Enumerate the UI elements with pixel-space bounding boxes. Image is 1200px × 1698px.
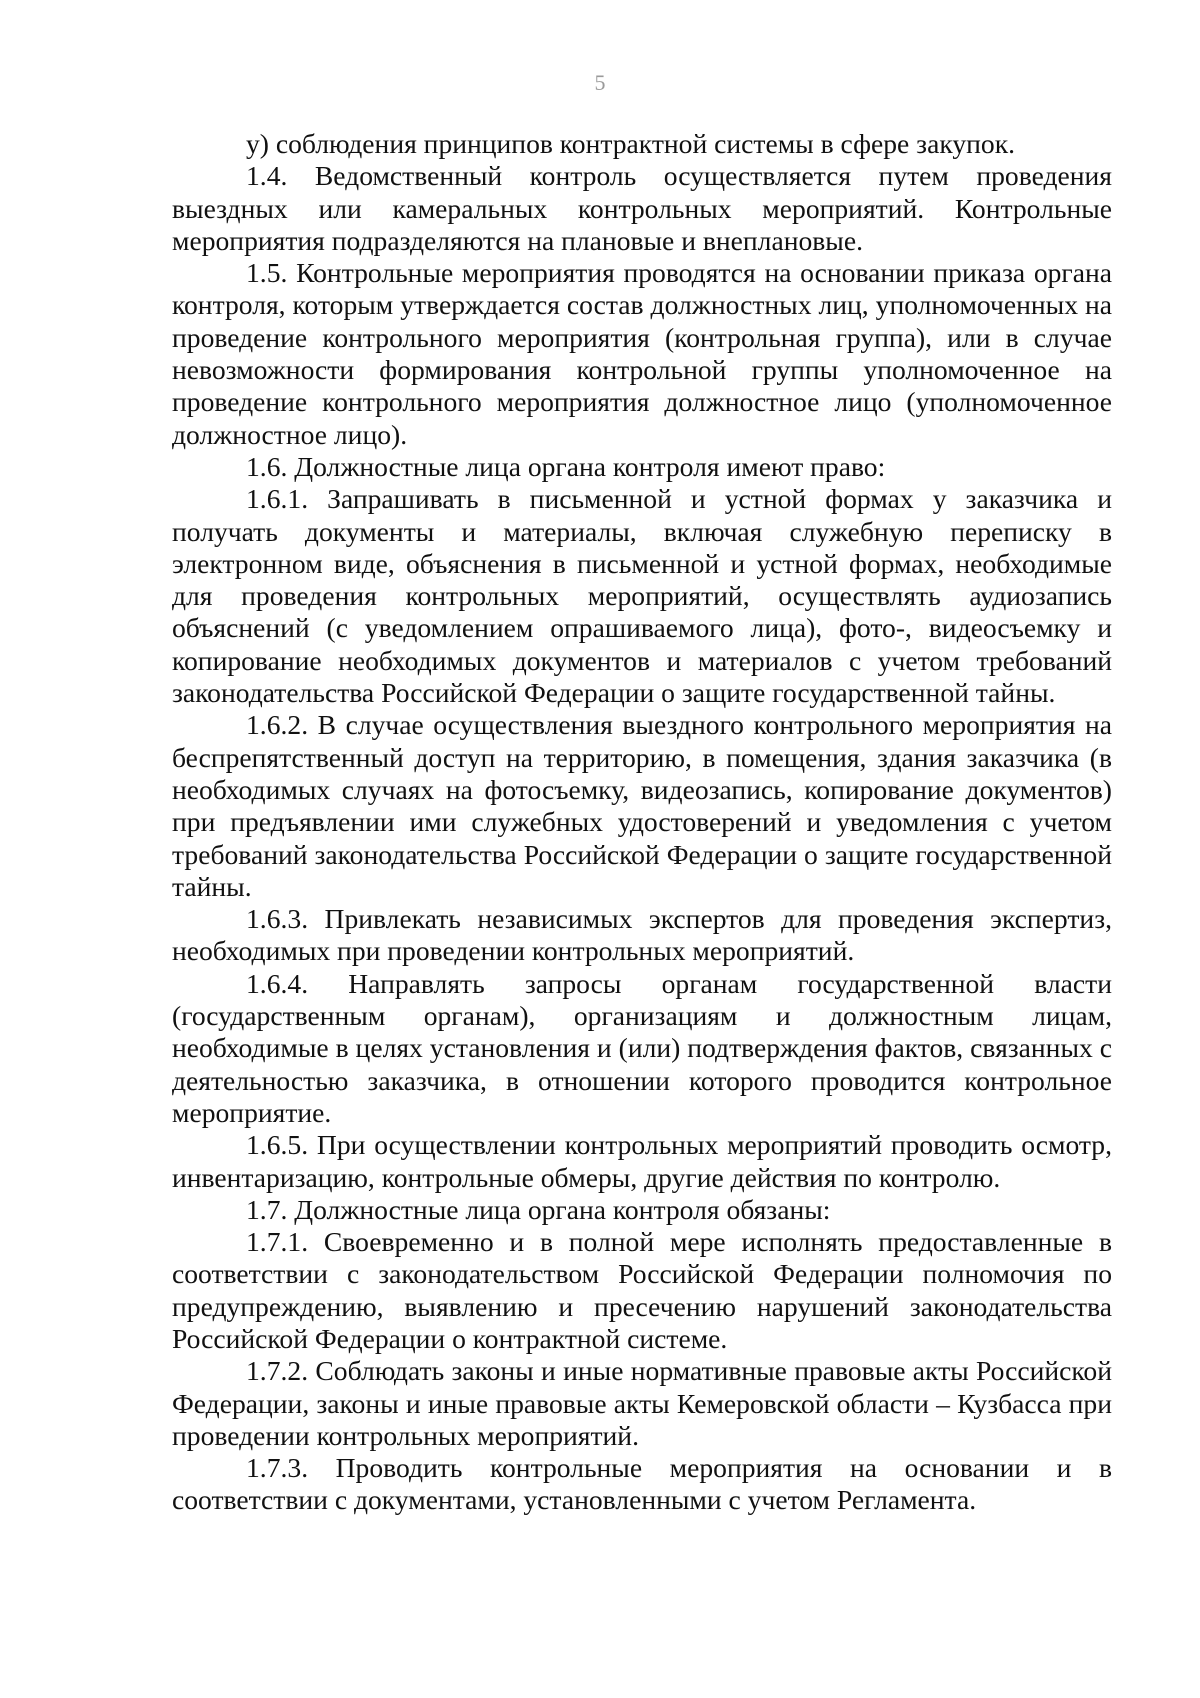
paragraph-1-6-4: 1.6.4. Направлять запросы органам государственной власти (государственным органам), организациям и должностным лицам, необходимые в целях установления и (или) подтверждения фактов, связанных с деятельностью заказчика, в отношении которого проводится контрольное мероприятие. (172, 967, 1112, 1128)
paragraph-1-6-2: 1.6.2. В случае осуществления выездного контрольного мероприятия на беспрепятственный доступ на территорию, в помещения, здания заказчика (в необходимых случаях на фотосъемку, видеозапись, копирование документов) при предъявлении ими служебных удостоверений и уведомления с учетом требований законодательства Российской Федерации о защите государственной тайны. (172, 709, 1112, 902)
paragraph-1-6-5: 1.6.5. При осуществлении контрольных мероприятий проводить осмотр, инвентаризацию, контрольные обмеры, другие действия по контролю. (172, 1129, 1112, 1193)
paragraph-1-7-1: 1.7.1. Своевременно и в полной мере исполнять предоставленные в соответствии с законодательством Российской Федерации полномочия по предупреждению, выявлению и пресечению нарушений законодательства Российской Федерации о контрактной системе. (172, 1226, 1112, 1354)
paragraph-1-6-3: 1.6.3. Привлекать независимых экспертов для проведения экспертиз, необходимых при проведении контрольных мероприятий. (172, 903, 1112, 967)
paragraph-1-7-3: 1.7.3. Проводить контрольные мероприятия на основании и в соответствии с документами, установленными с учетом Регламента. (172, 1452, 1112, 1516)
paragraph-1-6-1: 1.6.1. Запрашивать в письменной и устной формах у заказчика и получать документы и материалы, включая служебную переписку в электронном виде, объяснения в письменной и устной формах, необходимые для проведения контрольных мероприятий, осуществлять аудиозапись объяснений (с уведомлением опрашиваемого лица), фото-, видеосъемку и копирование необходимых документов и материалов с учетом требований законодательства Российской Федерации о защите государственной тайны. (172, 483, 1112, 709)
paragraph-1-7: 1.7. Должностные лица органа контроля обязаны: (246, 1193, 831, 1225)
paragraph-1-5: 1.5. Контрольные мероприятия проводятся на основании приказа органа контроля, которым утверждается состав должностных лиц, уполномоченных на проведение контрольного мероприятия (контрольная группа), или в случае невозможности формирования контрольной группы уполномоченное на проведение контрольного мероприятия должностное лицо (уполномоченное должностное лицо). (172, 257, 1112, 450)
paragraph-u: у) соблюдения принципов контрактной системы в сфере закупок. (246, 128, 1016, 159)
paragraph-1-7-2: 1.7.2. Соблюдать законы и иные нормативные правовые акты Российской Федерации, законы и иные правовые акты Кемеровской области – Кузбасса при проведении контрольных мероприятий. (172, 1355, 1112, 1451)
paragraph-1-4: 1.4. Ведомственный контроль осуществляется путем проведения выездных или камеральных контрольных мероприятий. Контрольные мероприятия подразделяются на плановые и внеплановые. (172, 160, 1112, 256)
document-body (172, 128, 1112, 1517)
page-number: 5 (594, 70, 606, 95)
paragraph-1-6: 1.6. Должностные лица органа контроля имеют право: (246, 450, 886, 482)
